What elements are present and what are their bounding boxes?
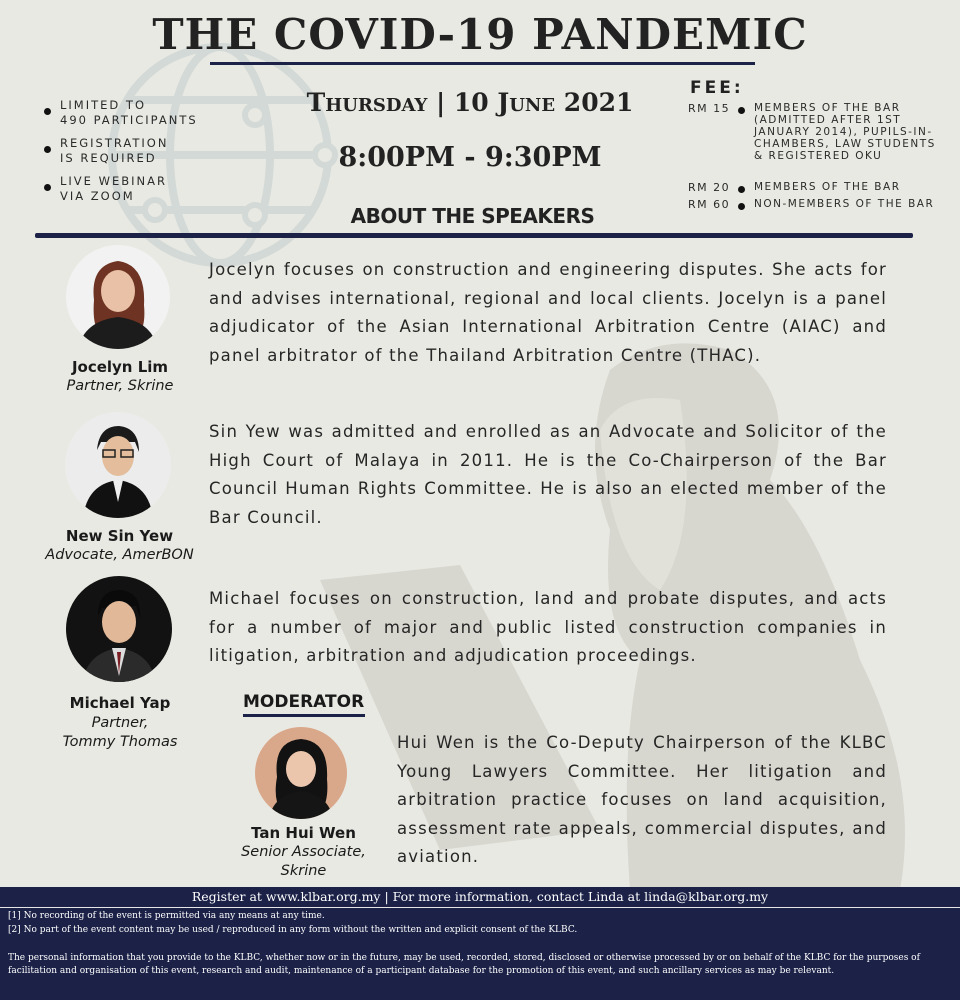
- event-info-list: [40, 98, 240, 212]
- bullet-dot: [738, 203, 745, 210]
- footnote-2: [2] No part of the event content may be used / reproduced in any form without the written and explicit consent of the KLBC.: [8, 925, 578, 935]
- speaker-bio: Michael focuses on construction, land and probate disputes, and acts for a number of major and public listed construction companies in litigation, arbitration and adjudication proceedings.: [209, 589, 887, 665]
- moderator-role: Senior Associate,: [241, 844, 366, 860]
- avatar-jocelyn-lim: [66, 245, 170, 349]
- moderator-underline: [243, 714, 365, 717]
- footer-divider: [0, 907, 960, 908]
- moderator-bio: Hui Wen is the Co-Deputy Chairperson of the KLBC Young Lawyers Committee. Her litigation and arbitration practice focuses on land acquisition, assessment rate appeals, commercial disputes, and aviation.: [397, 733, 887, 866]
- avatar-new-sin-yew: [65, 412, 171, 518]
- speaker-role: Tommy Thomas: [62, 734, 178, 750]
- registration-info: Register at www.klbar.org.my | For more information, contact Linda at linda@klbar.org.my: [191, 889, 769, 904]
- section-heading-speakers: ABOUT THE SPEAKERS: [350, 204, 595, 228]
- speaker-role: Partner, Skrine: [66, 378, 174, 394]
- speaker-role: Advocate, AmerBON: [45, 547, 194, 563]
- title-underline: [210, 62, 755, 65]
- bullet-dot: [738, 107, 745, 114]
- avatar-tan-hui-wen: [255, 727, 347, 819]
- bullet-dot: [738, 186, 745, 193]
- moderator-role: Skrine: [280, 863, 327, 879]
- speaker-name: New Sin Yew: [65, 527, 174, 545]
- moderator-label: MODERATOR: [243, 692, 365, 712]
- speaker-name: Jocelyn Lim: [71, 358, 169, 376]
- event-time: 8:00PM - 9:30PM: [338, 142, 602, 173]
- privacy-notice: The personal information that you provide to the KLBC, whether now or in the future, may be used, recorded, stored, disclosed or otherwise processed by or on behalf of the KLBC for the purposes of facilitation and organisation of this event, research and audit, maintenance of a participant database for the promotion of this event, and such ancillary services as may be relevant.: [8, 953, 920, 976]
- fee-item-rm60: RM 60 NON-MEMBERS OF THE BAR: [688, 198, 935, 211]
- avatar-michael-yap: [66, 576, 172, 682]
- info-bullet-registration: REGISTRATION IS REQUIRED: [40, 136, 240, 166]
- fee-item-rm20: RM 20 MEMBERS OF THE BAR: [688, 181, 901, 194]
- speaker-bio: Jocelyn focuses on construction and engineering disputes. She acts for and advises international, regional and local clients. Jocelyn is a panel adjudicator of the Asian International Arbitration Centre (AIAC) and panel arbitrator of the Thailand Arbitration Centre (THAC).: [209, 260, 887, 365]
- footer: [0, 887, 960, 1000]
- section-divider: [35, 233, 913, 238]
- speaker-bio: Sin Yew was admitted and enrolled as an Advocate and Solicitor of the High Court of Malaya in 2011. He is the Co-Chairperson of the Bar Council Human Rights Committee. He is also an elected member of the Bar Council.: [209, 422, 887, 527]
- footnote-1: [1] No recording of the event is permitted via any means at any time.: [8, 911, 325, 921]
- fee-item-rm15: RM 15 MEMBERS OF THE BAR (ADMITTED AFTER 1ST JANUARY 2014), PUPILS-IN-CHAMBERS, LAW STUDENTS & REGISTERED OKU: [688, 102, 936, 162]
- fee-heading: FEE:: [690, 78, 744, 98]
- info-bullet-webinar: LIVE WEBINAR VIA ZOOM: [40, 174, 240, 204]
- speaker-role: Partner,: [91, 715, 149, 731]
- speaker-name: Michael Yap: [69, 694, 171, 712]
- moderator-name: Tan Hui Wen: [251, 824, 356, 842]
- info-bullet-capacity: LIMITED TO 490 PARTICIPANTS: [40, 98, 240, 128]
- event-date: Thursday | 10 June 2021: [306, 88, 634, 117]
- event-title: THE COVID-19 PANDEMIC: [152, 10, 808, 59]
